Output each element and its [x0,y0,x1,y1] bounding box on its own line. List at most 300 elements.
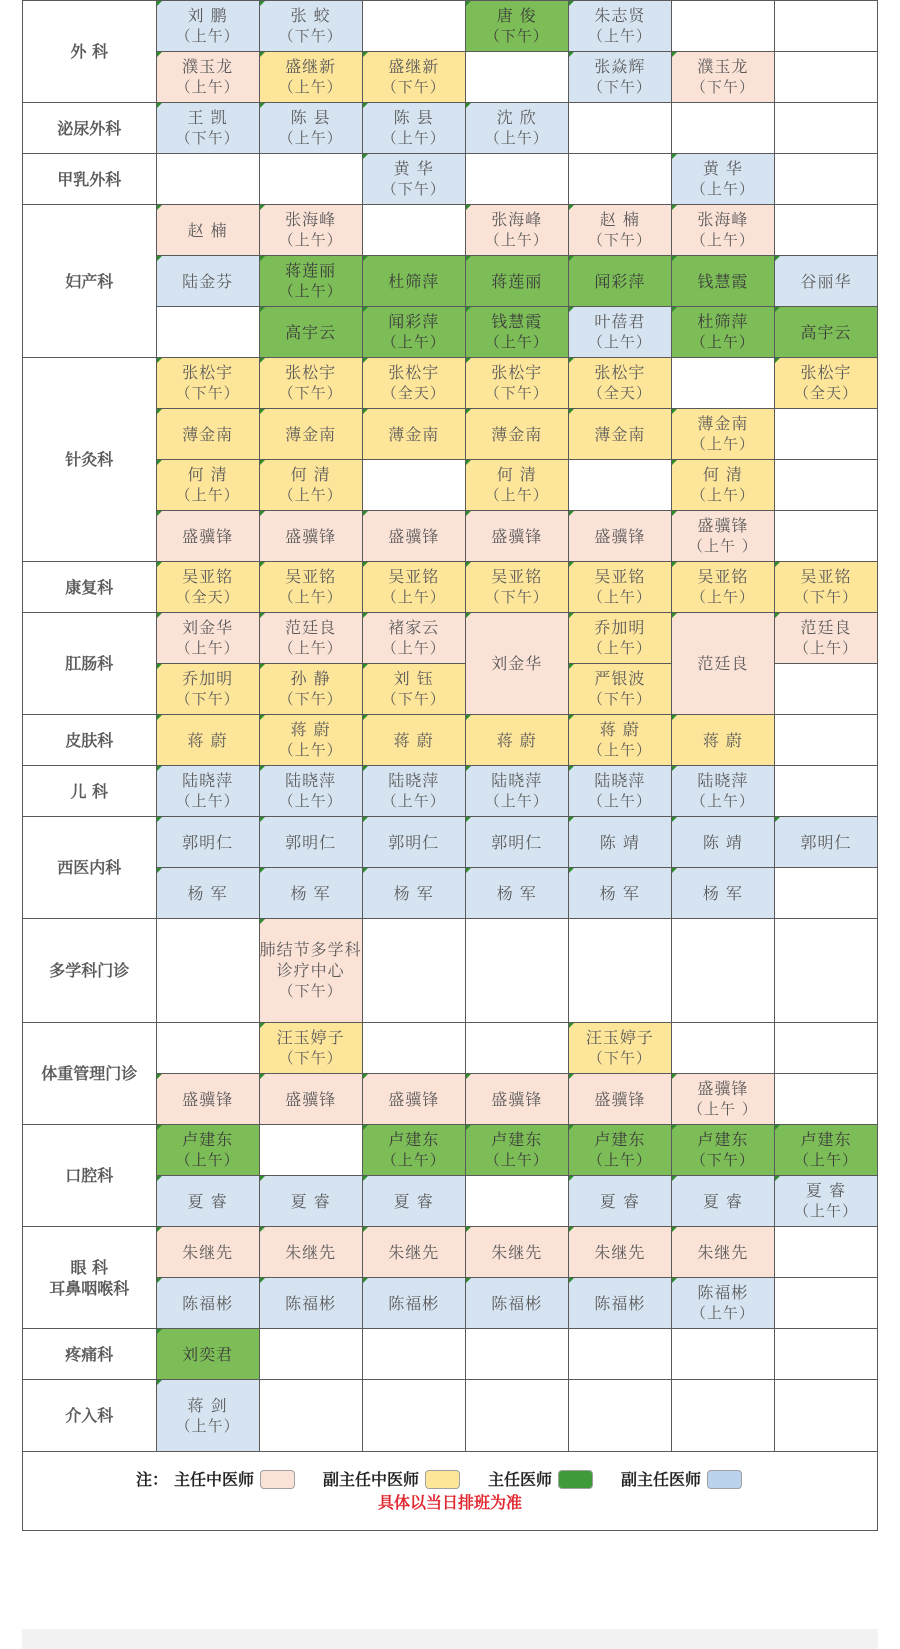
schedule-cell [671,409,774,460]
schedule-cell [259,460,362,511]
doctor-name: 蒋 蔚 [393,730,434,750]
table-row [23,715,878,766]
schedule-cell [259,664,362,715]
schedule-cell [671,511,774,562]
shift-time: （上午） [484,333,549,351]
legend [23,1452,878,1531]
empty-cell [259,1329,362,1380]
schedule-cell [465,307,568,358]
schedule-cell [156,1074,259,1125]
doctor-name: 陈福彬 [491,1293,543,1313]
doctor-name: 陆晓萍 [388,771,440,790]
empty-cell [671,358,774,409]
schedule-cell [671,1227,774,1278]
doctor-name: 叶蓓君 [594,312,646,331]
schedule-cell [156,868,259,919]
doctor-name: 黄 华 [393,159,434,178]
table-row [23,103,878,154]
doctor-name: 刘 鹏 [187,6,228,25]
doctor-name: 薄金南 [697,414,749,433]
shift-time: （下午） [175,129,240,147]
empty-cell [465,154,568,205]
schedule-cell [259,103,362,154]
doctor-name: 刘 钰 [393,669,434,688]
empty-cell [362,1329,465,1380]
schedule-cell [259,715,362,766]
empty-cell [568,154,671,205]
schedule-cell [671,205,774,256]
department-name: 西医内科 [23,817,157,919]
table-row [23,919,878,1023]
empty-cell [774,205,877,256]
schedule-cell [671,1176,774,1227]
doctor-name: 吴亚铭 [800,567,852,586]
shift-time: （上午） [690,1304,755,1322]
doctor-name: 盛继新 [285,57,337,76]
schedule-cell [568,205,671,256]
doctor-name: 蒋 蔚 [187,730,228,750]
shift-time: （上午） [381,588,446,606]
schedule-cell [259,307,362,358]
doctor-name: 夏 睿 [393,1191,434,1211]
schedule-cell [156,1227,259,1278]
doctor-name: 薄金南 [182,424,234,444]
doctor-name: 王 凯 [187,108,228,127]
doctor-name: 何 清 [187,465,228,484]
doctor-name: 盛骥锋 [697,1079,749,1098]
shift-time: （上午） [587,333,652,351]
empty-cell [774,52,877,103]
schedule-cell [465,409,568,460]
doctor-name: 张焱辉 [594,57,646,76]
empty-cell [774,919,877,1023]
doctor-name: 杜筛萍 [697,312,749,331]
shift-time: （下午） [690,78,755,96]
empty-cell [362,1380,465,1452]
doctor-name: 薄金南 [491,424,543,444]
shift-time: （上午 ） [688,537,758,555]
schedule-cell [774,613,877,664]
legend-label: 副主任中医师 [322,1470,419,1489]
shift-time: （上午） [175,78,240,96]
table-row [23,1125,878,1176]
shift-time: （上午） [175,1151,240,1169]
schedule-cell [362,1278,465,1329]
shift-time: （下午） [381,180,446,198]
schedule-cell [156,1176,259,1227]
department-name: 泌尿外科 [23,103,157,154]
shift-time: （上午） [484,129,549,147]
doctor-name: 陈 靖 [599,832,640,852]
schedule-cell [671,52,774,103]
empty-cell [465,1329,568,1380]
doctor-name: 杜筛萍 [388,271,440,291]
schedule-cell [465,103,568,154]
schedule-cell [774,817,877,868]
doctor-name: 陆晓萍 [285,771,337,790]
schedule-cell [465,868,568,919]
doctor-name: 陆晓萍 [491,771,543,790]
schedule-cell [568,256,671,307]
doctor-name: 严银波 [594,669,646,688]
schedule-cell [465,205,568,256]
table-row [23,154,878,205]
doctor-name: 夏 睿 [290,1191,331,1211]
shift-time: （上午） [278,129,343,147]
empty-cell [568,919,671,1023]
schedule-cell [259,919,362,1023]
schedule-cell [362,52,465,103]
shift-time: （全天） [175,588,240,606]
doctor-name: 卢建东 [594,1130,646,1149]
schedule-cell [465,1227,568,1278]
doctor-name: 钱慧霞 [697,271,749,291]
shift-time: （上午） [690,588,755,606]
schedule-cell [671,307,774,358]
shift-time: （上午） [484,231,549,249]
doctor-name: 闻彩萍 [594,271,646,291]
schedule-cell [259,1074,362,1125]
doctor-name: 陈 县 [393,108,434,127]
doctor-name: 卢建东 [697,1130,749,1149]
schedule-cell [362,715,465,766]
department-name: 体重管理门诊 [23,1023,157,1125]
legend-items [23,1469,877,1490]
schedule-cell [465,1278,568,1329]
empty-cell [362,205,465,256]
empty-cell [671,1380,774,1452]
schedule-cell [259,766,362,817]
doctor-name: 吴亚铭 [491,567,543,586]
doctor-name: 高宇云 [285,322,337,342]
schedule-cell [259,613,362,664]
empty-cell [774,511,877,562]
empty-cell [465,1176,568,1227]
schedule-cell [465,511,568,562]
doctor-name: 杨 军 [290,883,331,903]
doctor-name: 陆金芬 [182,271,234,291]
shift-time: （上午） [278,792,343,810]
doctor-name: 杨 军 [599,883,640,903]
doctor-name: 汪玉婷子 [585,1028,654,1047]
shift-time: （上午） [587,1151,652,1169]
doctor-name: 蒋 蔚 [496,730,537,750]
shift-time: （上午） [690,333,755,351]
shift-time: （上午） [278,639,343,657]
empty-cell [259,1380,362,1452]
department-name: 儿 科 [23,766,157,817]
empty-cell [774,868,877,919]
shift-time: （上午） [175,792,240,810]
schedule-cell [362,664,465,715]
shift-time: （下午） [278,27,343,45]
doctor-name: 卢建东 [182,1130,234,1149]
schedule-cell [362,1176,465,1227]
doctor-name: 蒋莲丽 [285,261,337,280]
doctor-name: 朱继先 [594,1242,646,1262]
schedule-cell [259,511,362,562]
department-name: 康复科 [23,562,157,613]
shift-time: （上午） [793,639,858,657]
doctor-name: 张松宇 [285,363,337,382]
schedule-cell [156,715,259,766]
doctor-name: 夏 睿 [187,1191,228,1211]
shift-time: （下午） [484,384,549,402]
schedule-cell [362,1074,465,1125]
table-row [23,1,878,52]
doctor-name: 唐 俊 [496,6,537,25]
doctor-name: 张松宇 [800,363,852,382]
shift-time: （上午） [278,282,343,300]
schedule-cell [568,664,671,715]
schedule-cell [568,307,671,358]
schedule-cell [671,256,774,307]
empty-cell [774,715,877,766]
empty-cell [465,1023,568,1074]
schedule-cell [774,358,877,409]
doctor-name: 何 清 [702,465,743,484]
schedule-cell [568,1278,671,1329]
department-name: 皮肤科 [23,715,157,766]
doctor-name: 张松宇 [182,363,234,382]
doctor-name: 郭明仁 [285,832,337,852]
doctor-name: 钱慧霞 [491,312,543,331]
department-name: 妇产科 [23,205,157,358]
doctor-name: 朱继先 [491,1242,543,1262]
schedule-cell [156,1,259,52]
legend-prefix: 注： [135,1470,168,1489]
doctor-name: 陈福彬 [285,1293,337,1313]
schedule-cell [465,1,568,52]
schedule-cell [774,307,877,358]
table-row [23,613,878,664]
doctor-name: 赵 楠 [187,220,228,240]
empty-cell [774,1380,877,1452]
doctor-name: 郭明仁 [182,832,234,852]
shift-time: （下午） [278,690,343,708]
doctor-name: 杨 军 [393,883,434,903]
doctor-name: 盛骥锋 [697,516,749,535]
empty-cell [774,409,877,460]
schedule-cell [259,817,362,868]
doctor-name: 盛骥锋 [182,1089,234,1109]
doctor-name: 盛骥锋 [388,1089,440,1109]
doctor-name: 张海峰 [491,210,543,229]
department-name: 介入科 [23,1380,157,1452]
schedule-cell [156,664,259,715]
empty-cell [671,103,774,154]
schedule-cell [156,460,259,511]
schedule-cell [671,613,774,715]
doctor-name: 盛骥锋 [491,1089,543,1109]
legend-swatch [558,1470,593,1489]
doctor-name: 肺结节多学科诊疗中心 [259,940,362,980]
schedule-cell [362,103,465,154]
doctor-name: 朱志贤 [594,6,646,25]
table-row [23,1329,878,1380]
shift-time: （上午） [793,1151,858,1169]
doctor-name: 朱继先 [285,1242,337,1262]
schedule-cell [774,1176,877,1227]
shift-time: （上午） [484,486,549,504]
doctor-name: 乔加明 [594,618,646,637]
schedule-sheet [22,0,878,1531]
doctor-name: 陈福彬 [594,1293,646,1313]
schedule-cell [259,205,362,256]
shift-time: （上午） [793,1202,858,1220]
schedule-cell [259,256,362,307]
empty-cell [465,52,568,103]
shift-time: （上午） [278,588,343,606]
doctor-name: 闻彩萍 [388,312,440,331]
legend-swatch [260,1470,295,1489]
schedule-cell [156,1380,259,1452]
doctor-name: 褚家云 [388,618,440,637]
doctor-name: 盛继新 [388,57,440,76]
schedule-cell [671,817,774,868]
schedule-cell [568,1125,671,1176]
schedule-cell [774,1125,877,1176]
schedule-cell [568,358,671,409]
schedule-cell [156,256,259,307]
shift-time: （下午） [278,384,343,402]
schedule-cell [362,409,465,460]
schedule-cell [465,817,568,868]
empty-cell [671,1,774,52]
empty-cell [156,919,259,1023]
doctor-name: 郭明仁 [388,832,440,852]
schedule-cell [156,766,259,817]
empty-cell [774,1278,877,1329]
doctor-name: 朱继先 [182,1242,234,1262]
doctor-name: 汪玉婷子 [276,1028,345,1047]
schedule-cell [362,868,465,919]
empty-cell [774,1227,877,1278]
shift-time: （上午） [587,792,652,810]
empty-cell [362,919,465,1023]
doctor-name: 夏 睿 [702,1191,743,1211]
schedule-cell [362,307,465,358]
shift-time: （上午） [278,78,343,96]
shift-time: （全天） [793,384,858,402]
schedule-cell [465,613,568,715]
schedule-cell [465,562,568,613]
department-name: 肛肠科 [23,613,157,715]
doctor-name: 范廷良 [697,654,749,673]
doctor-name: 卢建东 [491,1130,543,1149]
schedule-cell [259,1278,362,1329]
legend-note: 具体以当日排班为准 [377,1493,522,1512]
schedule-cell [671,154,774,205]
schedule-cell [259,1,362,52]
schedule-cell [362,562,465,613]
schedule-cell [568,1,671,52]
schedule-cell [671,1125,774,1176]
doctor-name: 盛骥锋 [594,1089,646,1109]
schedule-cell [362,256,465,307]
table-row [23,817,878,868]
shift-time: （上午） [587,588,652,606]
doctor-name: 高宇云 [800,322,852,342]
doctor-name: 盛骥锋 [285,526,337,546]
schedule-cell [465,256,568,307]
schedule-cell [465,358,568,409]
shift-time: （全天） [587,384,652,402]
shift-time: （上午） [381,333,446,351]
legend-swatch [425,1470,460,1489]
shift-time: （下午） [587,690,652,708]
schedule-cell [259,562,362,613]
shift-time: （上午） [690,435,755,453]
schedule-cell [568,613,671,664]
department-name: 多学科门诊 [23,919,157,1023]
schedule-cell [671,1278,774,1329]
table-row [23,1380,878,1452]
schedule-cell [362,358,465,409]
schedule-cell [259,868,362,919]
empty-cell [156,154,259,205]
shift-time: （上午） [381,639,446,657]
table-row [23,205,878,256]
schedule-cell [259,1176,362,1227]
department-name: 口腔科 [23,1125,157,1227]
empty-cell [774,154,877,205]
empty-cell [774,460,877,511]
schedule-cell [465,715,568,766]
empty-cell [465,919,568,1023]
shift-time: （上午） [381,792,446,810]
doctor-name: 陆晓萍 [697,771,749,790]
doctor-name: 盛骥锋 [594,526,646,546]
empty-cell [774,766,877,817]
shift-time: （上午） [175,639,240,657]
schedule-cell [156,52,259,103]
doctor-name: 张海峰 [697,210,749,229]
shift-time: （全天） [381,384,446,402]
empty-cell [259,154,362,205]
doctor-name: 郭明仁 [800,832,852,852]
doctor-name: 杨 军 [702,883,743,903]
shift-time: （上午） [690,486,755,504]
shift-time: （下午） [793,588,858,606]
schedule-cell [259,1227,362,1278]
legend-label: 副主任医师 [621,1470,702,1489]
empty-cell [774,1023,877,1074]
doctor-name: 濮玉龙 [697,57,749,76]
schedule-cell [362,817,465,868]
schedule-cell [259,52,362,103]
table-row [23,766,878,817]
empty-cell [156,307,259,358]
doctor-name: 吴亚铭 [182,567,234,586]
doctor-name: 张松宇 [491,363,543,382]
empty-cell [671,1329,774,1380]
schedule-cell [774,256,877,307]
doctor-name: 薄金南 [594,424,646,444]
doctor-name: 陆晓萍 [594,771,646,790]
doctor-name: 蒋 蔚 [290,720,331,739]
table-row [23,562,878,613]
doctor-name: 盛骥锋 [491,526,543,546]
schedule-cell [671,715,774,766]
legend-label: 主任医师 [488,1470,553,1489]
doctor-name: 陈 靖 [702,832,743,852]
empty-cell [774,1074,877,1125]
doctor-name: 范廷良 [285,618,337,637]
schedule-cell [465,460,568,511]
doctor-name: 吴亚铭 [697,567,749,586]
empty-cell [568,460,671,511]
